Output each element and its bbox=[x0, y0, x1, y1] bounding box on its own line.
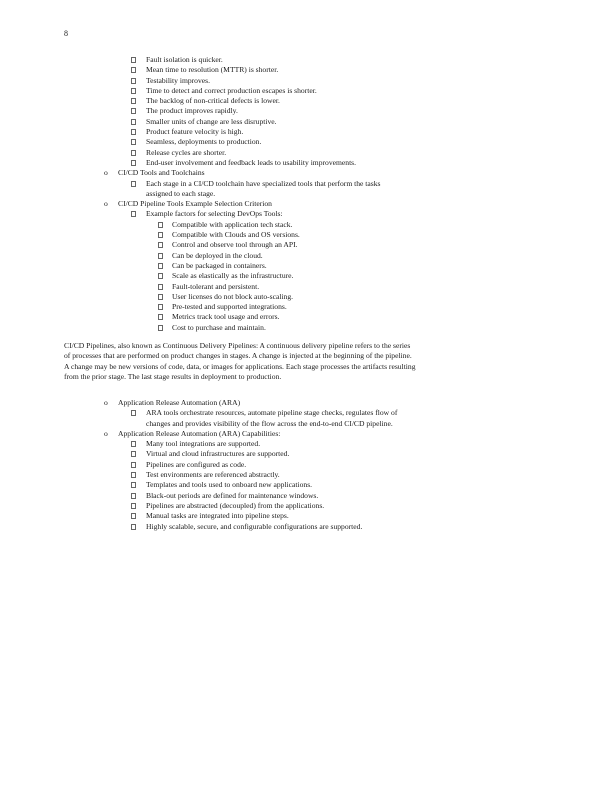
list-item: ARA tools orchestrate resources, automate pipeline stage checks, regulates flow of changes and provides visibility of the flow across the end-to-end CI/CD pipeline. bbox=[0, 408, 408, 429]
bullet-box-icon bbox=[131, 524, 136, 530]
bullet-box-icon bbox=[131, 119, 136, 125]
bullet-box-icon bbox=[131, 108, 136, 114]
ara-capabilities-list bbox=[0, 439, 612, 532]
list-item: Pre-tested and supported integrations. bbox=[0, 302, 412, 312]
bullet-box-icon bbox=[131, 410, 136, 416]
list-item: Control and observe tool through an API. bbox=[0, 240, 412, 250]
bullet-box-icon bbox=[131, 441, 136, 447]
selection-sub-list bbox=[0, 209, 612, 219]
list-item: Many tool integrations are supported. bbox=[0, 439, 408, 449]
circle-bullet-icon: o bbox=[104, 398, 108, 407]
bullet-box-icon bbox=[131, 462, 136, 468]
list-item: End-user involvement and feedback leads to usability improvements. bbox=[0, 158, 408, 168]
list-item: Pipelines are abstracted (decoupled) from the applications. bbox=[0, 501, 408, 511]
bullet-box-icon bbox=[131, 181, 136, 187]
list-item: Compatible with application tech stack. bbox=[0, 220, 412, 230]
upper-section bbox=[0, 55, 612, 333]
list-item: Pipelines are configured as code. bbox=[0, 460, 408, 470]
section-heading-ara-capabilities: o Application Release Automation (ARA) Capabilities: bbox=[104, 428, 281, 438]
list-item: Each stage in a CI/CD toolchain have specialized tools that perform the tasks assigned to each stage. bbox=[0, 179, 408, 200]
circle-bullet-icon: o bbox=[104, 168, 108, 178]
list-item: Can be deployed in the cloud. bbox=[0, 251, 412, 261]
list-item: Black-out periods are defined for maintenance windows. bbox=[0, 491, 408, 501]
list-item: Mean time to resolution (MTTR) is shorter. bbox=[0, 65, 408, 75]
list-item: Scale as elastically as the infrastructure. bbox=[0, 271, 412, 281]
bullet-box-icon bbox=[131, 472, 136, 478]
list-item: Manual tasks are integrated into pipeline steps. bbox=[0, 511, 408, 521]
bullet-box-icon bbox=[158, 294, 163, 300]
list-item: The product improves rapidly. bbox=[0, 106, 408, 116]
bullet-box-icon bbox=[131, 451, 136, 457]
list-item: Seamless, deployments to production. bbox=[0, 137, 408, 147]
list-item: Time to detect and correct production escapes is shorter. bbox=[0, 86, 408, 96]
page-number: 8 bbox=[64, 29, 68, 38]
circle-bullet-icon: o bbox=[104, 199, 108, 209]
list-item: Fault-tolerant and persistent. bbox=[0, 282, 412, 292]
list-item: Virtual and cloud infrastructures are supported. bbox=[0, 449, 408, 459]
circle-bullet-icon: o bbox=[104, 428, 108, 438]
bullet-box-icon bbox=[158, 253, 163, 259]
list-item: User licenses do not block auto-scaling. bbox=[0, 292, 412, 302]
bullet-box-icon bbox=[131, 57, 136, 63]
bullet-box-icon bbox=[131, 150, 136, 156]
list-item: Test environments are referenced abstractly. bbox=[0, 470, 408, 480]
section-heading-ara: o Application Release Automation (ARA) bbox=[104, 398, 241, 407]
bullet-box-icon bbox=[131, 129, 136, 135]
list-item: Smaller units of change are less disruptive. bbox=[0, 117, 408, 127]
bullet-box-icon bbox=[158, 284, 163, 290]
list-item: Can be packaged in containers. bbox=[0, 261, 412, 271]
bullet-box-icon bbox=[131, 160, 136, 166]
bullet-box-icon bbox=[158, 314, 163, 320]
list-item: Testability improves. bbox=[0, 76, 408, 86]
list-item: Example factors for selecting DevOps Tools: bbox=[0, 209, 408, 219]
bullet-box-icon bbox=[158, 222, 163, 228]
bullet-box-icon bbox=[131, 67, 136, 73]
list-item: Release cycles are shorter. bbox=[0, 148, 408, 158]
bullet-box-icon bbox=[131, 503, 136, 509]
bullet-box-icon bbox=[158, 232, 163, 238]
ara-section bbox=[0, 398, 612, 532]
bullet-box-icon bbox=[158, 263, 163, 269]
bullet-box-icon bbox=[158, 325, 163, 331]
bullet-box-icon bbox=[158, 242, 163, 248]
list-item: Product feature velocity is high. bbox=[0, 127, 408, 137]
list-item: Templates and tools used to onboard new applications. bbox=[0, 480, 408, 490]
toolchains-list bbox=[0, 179, 612, 200]
bullet-box-icon bbox=[131, 78, 136, 84]
toolchains-section bbox=[0, 168, 612, 178]
list-item: The backlog of non-critical defects is lower. bbox=[0, 96, 408, 106]
bullet-box-icon bbox=[131, 88, 136, 94]
bullet-box-icon bbox=[158, 273, 163, 279]
benefits-list bbox=[0, 55, 612, 168]
pipelines-paragraph: CI/CD Pipelines, also known as Continuous Delivery Pipelines: A continuous delivery pipeline refers to the series of processes that are performed on product changes in stages. A change is injected at the beginning of the pipeline. A change may be new versions of code, data, or images for applications. Each stage processes the artifacts resulting from the prior stage. The last stage results in deployment to production. bbox=[64, 341, 416, 382]
list-item: Metrics track tool usage and errors. bbox=[0, 312, 412, 322]
section-heading-selection: o CI/CD Pipeline Tools Example Selection Criterion bbox=[104, 199, 272, 209]
ara-list bbox=[0, 408, 612, 429]
bullet-box-icon bbox=[131, 513, 136, 519]
bullet-box-icon bbox=[131, 482, 136, 488]
factors-list bbox=[0, 220, 612, 333]
list-item: Fault isolation is quicker. bbox=[0, 55, 408, 65]
bullet-box-icon bbox=[131, 139, 136, 145]
list-item: Highly scalable, secure, and configurable configurations are supported. bbox=[0, 522, 408, 532]
selection-section bbox=[0, 199, 612, 209]
bullet-box-icon bbox=[131, 493, 136, 499]
section-heading-toolchains: o CI/CD Tools and Toolchains bbox=[104, 168, 205, 178]
bullet-box-icon bbox=[158, 304, 163, 310]
bullet-box-icon bbox=[131, 98, 136, 104]
bullet-box-icon bbox=[131, 211, 136, 217]
list-item: Cost to purchase and maintain. bbox=[0, 323, 412, 333]
list-item: Compatible with Clouds and OS versions. bbox=[0, 230, 412, 240]
